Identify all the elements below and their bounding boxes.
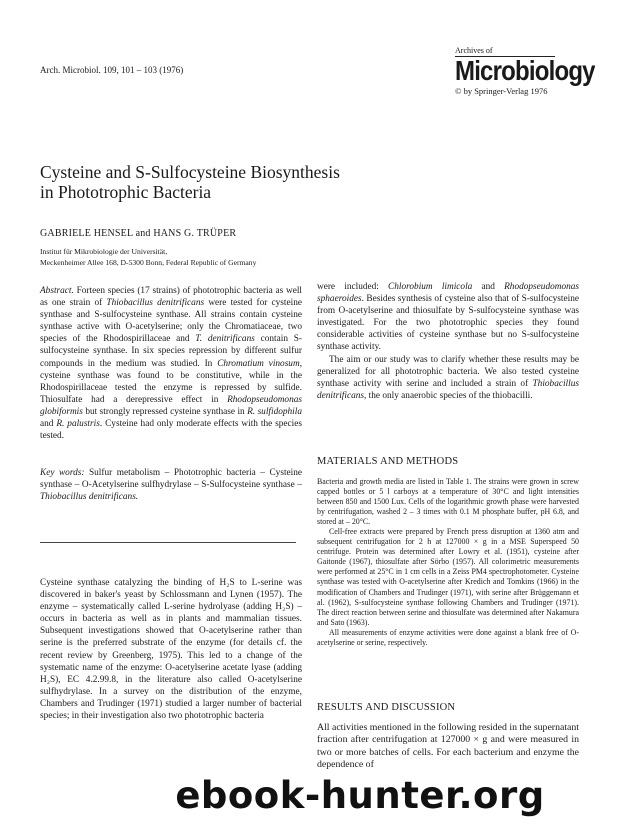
abstract-text-6: and (40, 419, 57, 430)
methods-paragraph: All measurements of enzyme activities were done against a blank free of O-acetylserine or serine, respectively. (317, 627, 579, 647)
introduction (40, 577, 302, 722)
abstract-text-4: , cysteine synthase was found to be constitutive, while in the Rhodospirillaceae tested the enzyme is repressed by sulfide. Thiosulfate had a derepressive effect in (40, 358, 303, 405)
abstract-text-2: were tested for cysteine synthase and S-sulfocysteine synthase. All strains contain cysteine synthase active with O-acetylserine; only the Chromatiaceae, two species of the Rhodospirillaceae and (40, 298, 302, 345)
journal-brand (455, 46, 595, 96)
section-heading-methods: MATERIALS AND METHODS (317, 456, 459, 467)
abstract-text-7: . Cysteine had only moderate effects with the species tested. (40, 419, 302, 442)
species-name: Thiobacillus denitrificans (317, 378, 579, 401)
abstract-label: Abstract. (40, 286, 74, 296)
species-name: Thiobacillus denitrificans (106, 298, 205, 309)
abstract-text-3: contain S-sulfocysteine synthase. In six species repression by different sulfur compounds in the medium was studied. In (40, 334, 302, 369)
abstract-text-5: but strongly repressed cysteine synthase in (82, 406, 248, 417)
intro-cont-text-1: were included: (317, 282, 389, 292)
title-line-2: in Phototrophic Bacteria (40, 182, 212, 202)
intro-paragraph: Cysteine synthase catalyzing the binding of H₂S to L-serine was discovered in baker's yeast by Schlossmann and Lynen (1957). The enzyme – systematically called L-serine hydrolyase (adding H₂S) – occurs in bacteria as well as in plants and mammalian tissues. Subsequent investigations showed that O-acetylserine rather than serine is the preferred substrate of the enzyme (for details cf. the recent review by Greenberg, 1975). This led to a change of the systematic name of the enzyme: O-acetylserine acetate lyase (adding H₂S), EC 4.2.99.8, in the literature also called O-acetylserine sulfhydrylase. In a survey on the distribution of the enzyme, Chambers and Trudinger (1971) studied a larger number of bacterial species; in their investigation also two phototrophic bacteria (40, 578, 302, 722)
brand-archives-of: Archives of (455, 46, 555, 57)
keywords-text: Sulfur metabolism – Phototrophic bacteria – Cysteine synthase – O-Acetylserine sulfhydrylase – S-Sulfocysteine synthase – (40, 468, 303, 491)
introduction-continued (317, 281, 579, 402)
methods-text (317, 477, 579, 648)
methods-paragraph: Cell-free extracts were prepared by French press disruption at 1360 atm and subsequent centrifugation for 2 h at 127000 × g in a MSE Superspeed 50 centrifuge. Protein was determined after Lowry et al. (1951), cysteine after Gaitonde (1967), thiosulfate after Sörbo (1957). All colorimetric measurements were performed at 25°C in 1 cm cells in a Zeiss PM4 spectrophotometer. Cysteine synthase was tested with O-acetylserine after Kredich and Tomkins (1966) in the modification of Chambers and Trudinger (1971), with serine after Brüggemann et al. (1962), S-sulfocysteine synthase following Chambers and Trudinger (1971). The direct reaction between serine and thiosulfate was determined after Nakamura and Sato (1963). (317, 527, 579, 627)
section-heading-results: RESULTS AND DISCUSSION (317, 702, 456, 713)
affiliation-line-1: Institut für Mikrobiologie der Universität, (40, 247, 168, 256)
species-name: Chlorobium limicola (388, 282, 473, 292)
article-authors: GABRIELE HENSEL and HANS G. TRÜPER (40, 228, 237, 239)
watermark: ebook-hunter.org (175, 774, 545, 817)
title-line-1: Cysteine and S-Sulfocysteine Biosynthesis (40, 162, 340, 182)
species-name: Rhodopseudomonas sphaeroides (317, 282, 580, 305)
results-paragraph: All activities mentioned in the following resided in the supernatant fraction after centrifugation at 127000 × g and were measured in two or more batches of cells. For each bacterium and enzyme the dependence of (317, 722, 580, 771)
intro-cont-text-3: . Besides synthesis of cysteine also that of S-sulfocysteine from O-acetylserine and thiosulfate by S-sulfocysteine synthase was investigated. For the two phototrophic species they found considerable activities of cysteine synthase but no S-sulfocysteine synthase activity. (317, 294, 579, 353)
methods-paragraph: Bacteria and growth media are listed in Table 1. The strains were grown in screw capped bottles or 5 l carboys at a temperature of 30°C and light intensities between 850 and 1500 Lux. Cells of the logarithmic growth phase were harvested by centrifugation, washed 2 – 3 times with 0.1 M phosphate buffer, pH 6.8, and stored at – 20°C. (317, 477, 579, 527)
author-affiliation (40, 247, 370, 268)
brand-copyright: © by Springer-Verlag 1976 (455, 86, 548, 96)
aim-text-1: The aim or our study was to clarify whether these results may be generalized for all phototrophic bacteria. We also tested cysteine synthase activity with serine and included a strain of (317, 354, 579, 389)
species-name: T. denitrificans (195, 334, 255, 345)
species-name: R. sulfidophila (247, 406, 302, 417)
affiliation-line-2: Meckenheimer Allee 168, D-5300 Bonn, Federal Republic of Germany (40, 257, 257, 267)
species-name: Thiobacillus denitrificans. (40, 492, 139, 503)
species-name: Rhodopseudomonas globiformis (40, 394, 302, 417)
abstract-text-1: Forteen species (17 strains) of phototrophic bacteria as well as one strain of (40, 286, 302, 309)
species-name: R. palustris (56, 419, 100, 430)
abstract (40, 285, 302, 442)
aim-text-2: , the only anaerobic species of the thiobacilli. (364, 390, 533, 401)
brand-logo-microbiology: Microbiology (455, 55, 595, 87)
keywords-label: Key words: (40, 468, 85, 478)
article-title (40, 162, 460, 202)
keywords (40, 467, 302, 503)
species-name: Chromatium vinosum (217, 358, 300, 369)
journal-citation: Arch. Microbiol. 109, 101 – 103 (1976) (40, 65, 184, 75)
intro-cont-text-2: and (472, 282, 505, 292)
results-text (317, 722, 579, 772)
section-divider (40, 542, 296, 543)
